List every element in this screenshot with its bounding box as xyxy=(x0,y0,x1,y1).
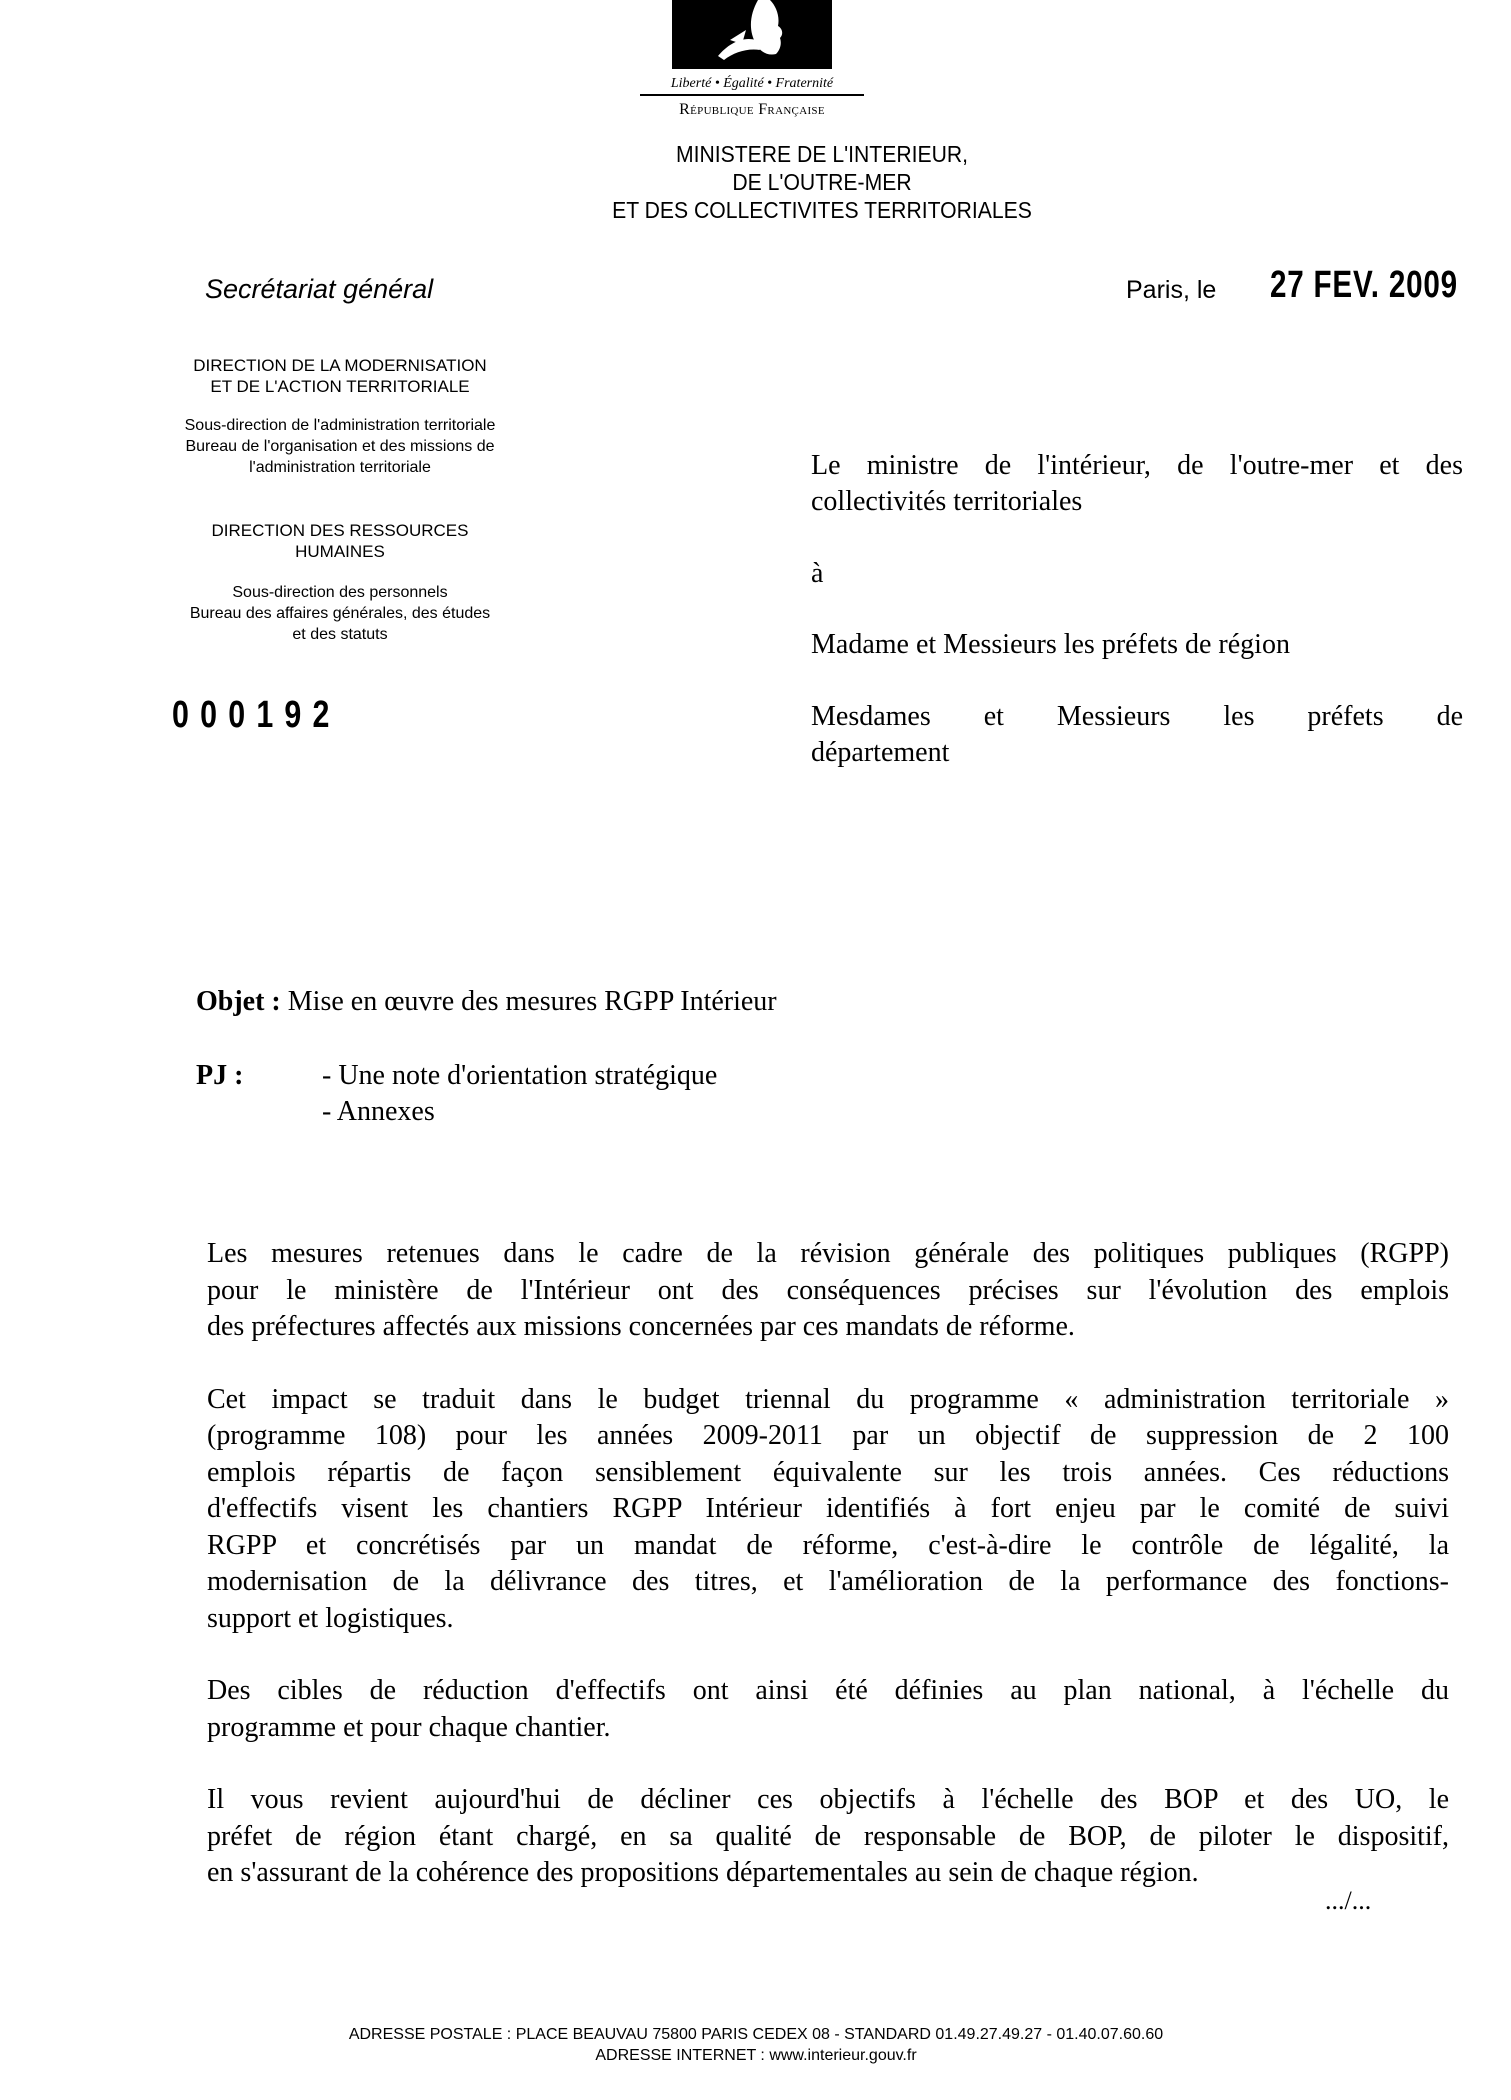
ministry-line: DE L'OUTRE-MER xyxy=(732,169,912,195)
direction-sub: Bureau de l'organisation et des missions de xyxy=(185,438,495,455)
date-prefix: Paris, le xyxy=(1126,276,1217,304)
attachment-item: - Une note d'orientation stratégique xyxy=(322,1060,718,1091)
body-line: Cet impact se traduit dans le budget triennal du programme « administration territoriale » xyxy=(207,1383,1449,1415)
body-line: préfet de région étant chargé, en sa qualité de responsable de BOP, de piloter le dispositif, xyxy=(207,1820,1449,1852)
direction-sub: Bureau des affaires générales, des études xyxy=(189,605,491,622)
republic-motto: Liberté • Égalité • Fraternité xyxy=(640,76,864,96)
letter-body xyxy=(207,1236,1449,1928)
direction-modernisation xyxy=(150,355,530,478)
direction-sub: et des statuts xyxy=(292,626,388,643)
direction-title: HUMAINES xyxy=(295,542,385,561)
body-line: support et logistiques. xyxy=(207,1602,454,1634)
continuation-mark: .../... xyxy=(1325,1886,1372,1915)
direction-title: ET DE L'ACTION TERRITORIALE xyxy=(210,377,470,396)
body-line: modernisation de la délivrance des titres, et l'amélioration de la performance des fonctions- xyxy=(207,1566,1449,1597)
direction-sub: Sous-direction des personnels xyxy=(232,584,448,601)
republic-name: République Française xyxy=(679,101,825,118)
subject-line xyxy=(196,986,777,1018)
attachments xyxy=(196,1058,717,1130)
body-line: (programme 108) pour les années 2009-2011 par un objectif de suppression de 2 100 xyxy=(207,1420,1449,1451)
body-line: RGPP et concrétisés par un mandat de réforme, c'est-à-dire le contrôle de légalité, la xyxy=(207,1529,1449,1561)
body-paragraph xyxy=(207,1673,1449,1746)
ministry-line: MINISTERE DE L'INTERIEUR, xyxy=(675,141,969,167)
body-line: des préfectures affectés aux missions concernées par ces mandats de réforme. xyxy=(207,1311,1075,1342)
sender-line: Le ministre de l'intérieur, de l'outre-mer et des xyxy=(811,450,1463,481)
to-word: à xyxy=(811,558,824,589)
postal-address: ADRESSE POSTALE : PLACE BEAUVAU 75800 PARIS CEDEX 08 - STANDARD 01.49.27.49.27 - 01.40.07.60.60 xyxy=(348,2026,1164,2043)
body-paragraph xyxy=(207,1382,1449,1638)
body-line: pour le ministère de l'Intérieur ont des conséquences précises sur l'évolution des emplois xyxy=(207,1274,1449,1306)
body-line: emplois répartis de façon sensiblement équivalente sur les trois années. Ces réductions xyxy=(207,1456,1449,1488)
body-line: Les mesures retenues dans le cadre de la révision générale des politiques publiques (RGPP) xyxy=(207,1238,1449,1269)
reference-number: 000192 xyxy=(172,694,341,736)
direction-title: DIRECTION DES RESSOURCES xyxy=(211,521,469,540)
recipient-line: Madame et Messieurs les préfets de région xyxy=(811,629,1290,660)
recipient-line: département xyxy=(811,737,950,768)
body-line: programme et pour chaque chantier. xyxy=(207,1711,611,1743)
body-line: Des cibles de réduction d'effectifs ont ainsi été définies au plan national, à l'échelle du xyxy=(207,1675,1449,1706)
recipients-block xyxy=(811,448,1463,771)
sender-line: collectivités territoriales xyxy=(811,486,1083,517)
body-paragraph xyxy=(207,1236,1449,1346)
body-line: en s'assurant de la cohérence des propositions départementales au sein de chaque région. xyxy=(207,1857,1199,1888)
date-stamp: 27 FEV. 2009 xyxy=(1270,264,1458,306)
body-paragraph xyxy=(207,1782,1449,1892)
attachments-label: PJ : xyxy=(196,1060,244,1091)
ministry-line: ET DES COLLECTIVITES TERRITORIALES xyxy=(612,197,1032,223)
secretariat-label: Secrétariat général xyxy=(205,274,434,304)
ministry-name xyxy=(546,140,1098,224)
subject-label: Objet : xyxy=(196,986,281,1017)
direction-title: DIRECTION DE LA MODERNISATION xyxy=(193,356,487,375)
direction-sub: l'administration territoriale xyxy=(249,459,431,476)
recipient-line: Mesdames et Messieurs les préfets de xyxy=(811,701,1463,732)
attachment-item: - Annexes xyxy=(322,1096,435,1127)
marianne-logo xyxy=(672,0,832,69)
direction-rh xyxy=(150,520,530,645)
body-line: Il vous revient aujourd'hui de décliner ces objectifs à l'échelle des BOP et des UO, le xyxy=(207,1784,1449,1815)
body-line: d'effectifs visent les chantiers RGPP Intérieur identifiés à fort enjeu par le comité de suivi xyxy=(207,1493,1449,1524)
subject-text: Mise en œuvre des mesures RGPP Intérieur xyxy=(287,986,777,1017)
direction-sub: Sous-direction de l'administration territoriale xyxy=(184,417,496,434)
internet-address: ADRESSE INTERNET : www.interieur.gouv.fr xyxy=(595,2047,917,2064)
footer-address xyxy=(200,2024,1312,2066)
